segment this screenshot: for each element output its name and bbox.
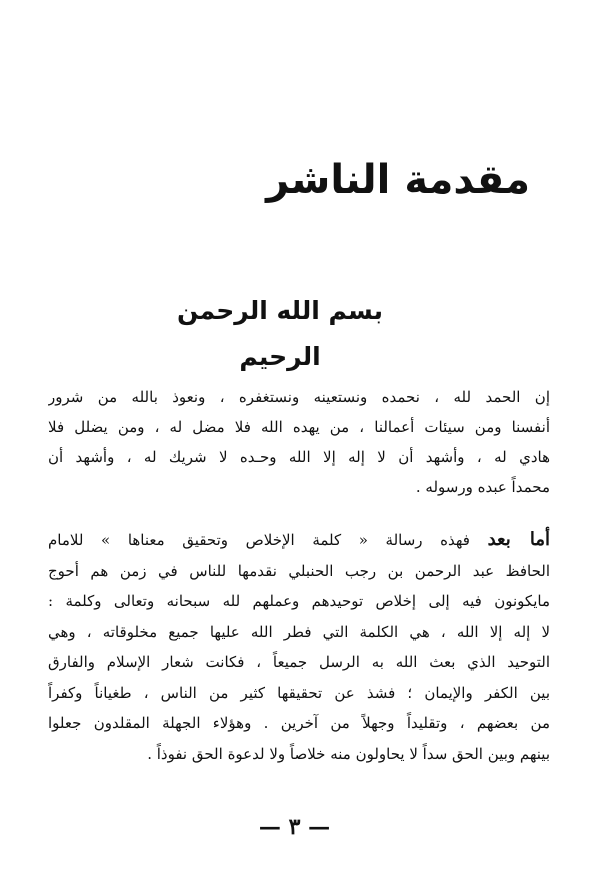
body-line: من بعضهم ، وتقليداً وجهلاً من آخرين . وهؤلاء الجهلة المقلدون جعلوا [48, 714, 550, 732]
body-line: التوحيد الذي بعث الله به الرسل جميعاً ، فكانت شعار الإسلام والفارق [48, 653, 550, 671]
intro-line: إن الحمد لله ، نحمده ونستعينه ونستغفره ، ونعوذ بالله من شرور [48, 388, 550, 406]
intro-paragraph [48, 382, 550, 502]
intro-line: أنفسنا ومن سيئات أعمالنا ، من يهده الله فلا مضل له ، ومن يضلل فلا [48, 418, 550, 436]
intro-line: محمداً عبده ورسوله . [415, 478, 550, 496]
title-text: مقدمة الناشر [266, 157, 530, 203]
basmala: بسم الله الرحمن الرحيم [177, 296, 383, 371]
body-line: الحافظ عبد الرحمن بن رجب الحنبلي نقدمها للناس في زمن هم أحوج [48, 561, 550, 580]
page-title [60, 148, 530, 212]
body-line: بينهم وبين الحق سداً لا يحاولون منه خلاصاً ولا لدعوة الحق نفوذاً . [147, 744, 550, 763]
body-line: مايكونون فيه إلى إخلاص توحيدهم وعملهم لله سبحانه وتعالى وكلمة : [48, 592, 550, 610]
body-lead: أما بعد [487, 529, 550, 550]
intro-line: هادي له ، وأشهد أن لا إله إلا الله وحـده لا شريك له ، وأشهد أن [48, 448, 550, 466]
body-line: لا إله إلا الله ، هي الكلمة التي فطر الله عليها جميع مخلوقاته ، وهي [48, 622, 550, 641]
body-line: بين الكفر والإيمان ؛ فشذ عن تحقيقها كثير من الناس ، طغياناً وكفراً [48, 683, 550, 702]
body-paragraph [48, 525, 550, 769]
page-number: — ٣ — [258, 814, 331, 840]
body-first-line [48, 525, 550, 556]
body-line: فهذه رسالة « كلمة الإخلاص وتحقيق معناها » للامام [48, 531, 470, 549]
